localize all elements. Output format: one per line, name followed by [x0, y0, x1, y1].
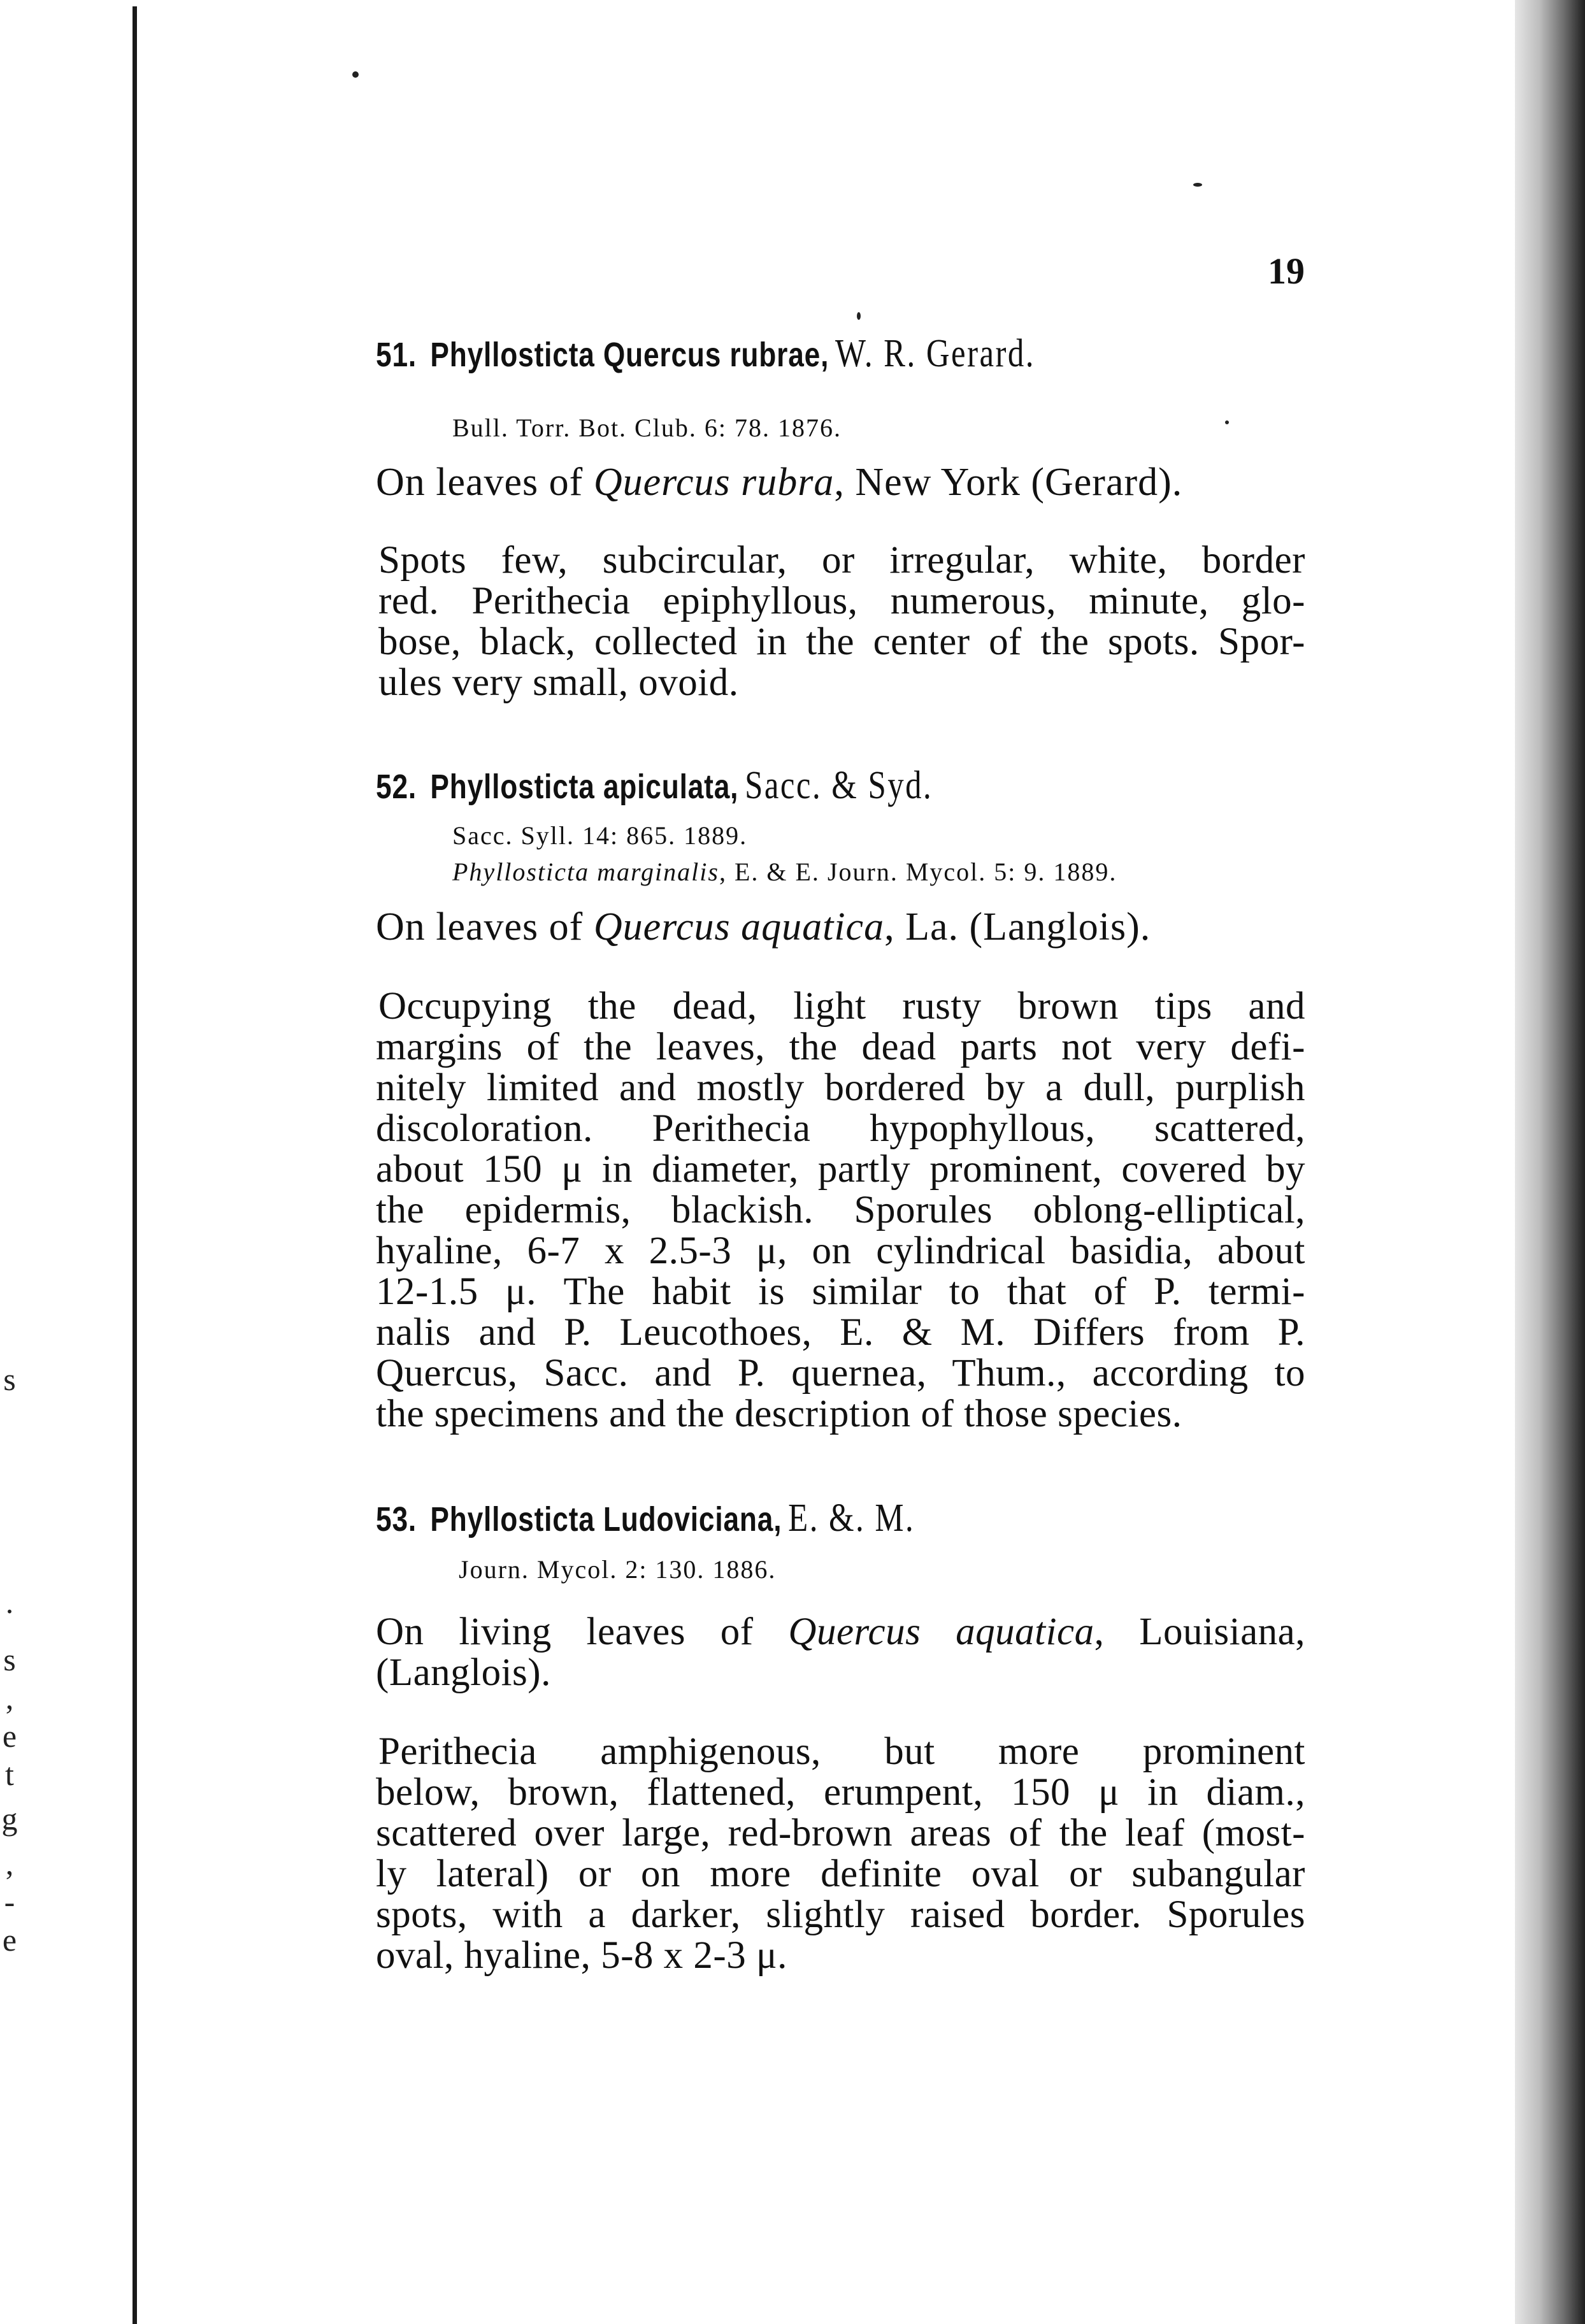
- facing-page-char: ,: [5, 1680, 14, 1716]
- entry-heading: [376, 331, 1138, 377]
- species-name: Phyllosticta Quercus rubrae,: [430, 336, 829, 374]
- host-prefix: On leaves of: [376, 461, 584, 504]
- entry-51: [376, 331, 1306, 377]
- description-line: the epidermis, blackish. Sporules oblong-elliptical,: [376, 1189, 1305, 1231]
- description-line: Perithecia amphigenous, but more prominent: [378, 1730, 1305, 1773]
- description-line: nitely limited and mostly bordered by a dull, purplish: [376, 1066, 1305, 1109]
- facing-page-char: g: [1, 1801, 18, 1837]
- description-line: bose, black, collected in the center of the spots. Spor-: [378, 620, 1305, 663]
- entry-53-description: [376, 1732, 1305, 1976]
- description-line: discoloration. Perithecia hypophyllous, scattered,: [376, 1107, 1305, 1150]
- entry-53-reference: [376, 1554, 1306, 1584]
- citation: Bull. Torr. Bot. Club. 6: 78. 1876.: [452, 413, 842, 442]
- host-species: Quercus aquatica: [788, 1610, 1094, 1653]
- citation: Journ. Mycol. 2: 130. 1886.: [459, 1555, 777, 1584]
- host-species: Quercus rubra: [593, 461, 835, 504]
- entry-51-description: [378, 540, 1305, 703]
- author: Sacc. & Syd.: [745, 764, 933, 807]
- description-line: the specimens and the description of those species.: [376, 1393, 1182, 1435]
- description-line: Spots few, subcircular, or irregular, white, border: [378, 539, 1305, 582]
- description-line: ules very small, ovoid.: [378, 661, 739, 704]
- host-suffix: , New York (Gerard).: [834, 461, 1183, 504]
- right-binding-shadow: [1515, 0, 1585, 2324]
- host-suffix: , Louisiana,: [1094, 1610, 1306, 1653]
- synonym-rest: , E. & E. Journ. Mycol. 5: 9. 1889.: [719, 857, 1117, 886]
- left-page-margin: [0, 0, 127, 2324]
- description-line: ly lateral) or on more definite oval or subangular: [376, 1853, 1305, 1895]
- host-suffix: , La. (Langlois).: [884, 905, 1151, 949]
- description-line: Occupying the dead, light rusty brown tips and: [378, 985, 1305, 1028]
- entry-53: [376, 1496, 1306, 1541]
- description-line: 12-1.5 μ. The habit is similar to that of P. termi-: [376, 1270, 1305, 1313]
- entry-number: 52.: [376, 768, 417, 806]
- facing-page-char: s: [3, 1361, 16, 1397]
- entry-number: 53.: [376, 1500, 417, 1539]
- description-line: oval, hyaline, 5-8 x 2-3 μ.: [376, 1934, 787, 1977]
- page-number: 19: [1268, 250, 1305, 292]
- synonym-citation: [452, 857, 1306, 887]
- scan-speck: [1193, 183, 1202, 187]
- species-name: Phyllosticta Ludoviciana,: [430, 1500, 782, 1539]
- entry-51-reference: [376, 413, 1306, 443]
- description-line: nalis and P. Leucothoes, E. & M. Differs from P.: [376, 1311, 1305, 1354]
- description-line: Quercus, Sacc. and P. quernea, Thum., according to: [376, 1352, 1305, 1395]
- description-line: margins of the leaves, the dead parts not very defi-: [376, 1026, 1305, 1068]
- scan-speck: [857, 312, 861, 320]
- author: W. R. Gerard.: [835, 332, 1035, 375]
- entry-heading: [376, 763, 1138, 808]
- description-line: red. Perithecia epiphyllous, numerous, minute, glo-: [378, 580, 1305, 622]
- host-continuation: (Langlois).: [376, 1651, 551, 1694]
- citation: Sacc. Syll. 14: 865. 1889.: [452, 821, 748, 850]
- description-line: spots, with a darker, slightly raised border. Sporules: [376, 1893, 1305, 1936]
- facing-page-char: -: [4, 1884, 15, 1919]
- entry-52: [376, 763, 1306, 808]
- entry-53-host: [376, 1612, 1305, 1693]
- host-line: [376, 460, 1306, 505]
- entry-52-description: [376, 986, 1305, 1435]
- synonym-name: Phyllosticta marginalis: [452, 857, 719, 886]
- description-line: below, brown, flattened, erumpent, 150 μ in diam.,: [376, 1771, 1305, 1814]
- facing-page-char: .: [5, 1584, 14, 1620]
- entry-52-host: [376, 905, 1306, 950]
- entry-number: 51.: [376, 336, 417, 374]
- species-name: Phyllosticta apiculata,: [430, 768, 739, 806]
- facing-page-char: t: [5, 1756, 14, 1792]
- entry-heading: [376, 1496, 1138, 1541]
- host-line: [376, 905, 1306, 950]
- facing-page-char: ,: [5, 1846, 14, 1881]
- entry-51-host: [376, 460, 1306, 505]
- host-line: [376, 1612, 1305, 1693]
- host-species: Quercus aquatica: [593, 905, 885, 949]
- facing-page-char: e: [2, 1922, 17, 1958]
- host-prefix: On leaves of: [376, 905, 584, 949]
- host-line-1: [376, 1612, 1305, 1653]
- description-line: scattered over large, red-brown areas of the leaf (most-: [376, 1812, 1305, 1854]
- description-line: about 150 μ in diameter, partly prominent, covered by: [376, 1148, 1305, 1191]
- facing-page-char: s: [3, 1642, 16, 1677]
- scan-speck: [352, 71, 359, 78]
- description-line: hyaline, 6-7 x 2.5-3 μ, on cylindrical basidia, about: [376, 1230, 1305, 1272]
- facing-page-char: e: [2, 1718, 17, 1754]
- host-prefix: On living leaves of: [376, 1610, 754, 1653]
- gutter-fold-line: [133, 6, 137, 2324]
- author: E. &. M.: [788, 1496, 915, 1540]
- entry-52-reference: [376, 821, 1306, 887]
